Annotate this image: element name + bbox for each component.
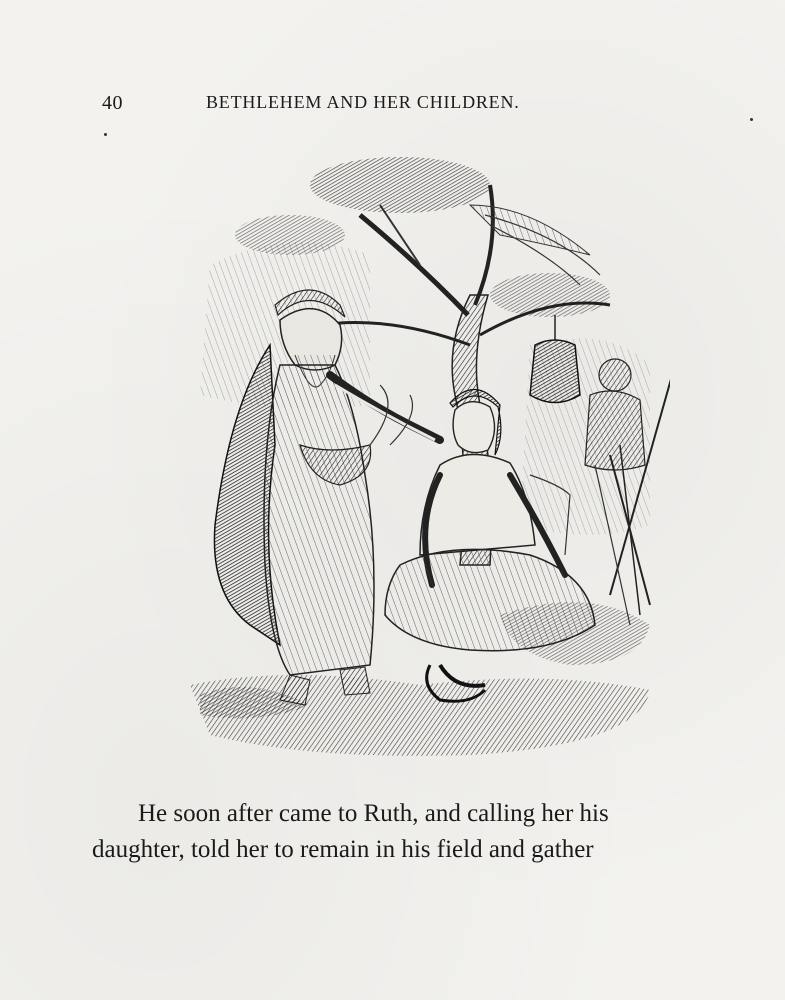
ink-speck — [750, 118, 753, 121]
caption-line-1: He soon after came to Ruth, and calling her his — [138, 800, 609, 827]
running-head — [102, 92, 642, 118]
page-number: 40 — [102, 92, 123, 114]
running-head-title: BETHLEHEM AND HER CHILDREN. — [206, 92, 520, 112]
caption-line-2: daughter, told her to remain in his field and gather — [92, 836, 594, 863]
caption-text — [92, 796, 732, 868]
hanging-water-jar — [530, 315, 580, 403]
engraving-illustration — [170, 145, 670, 770]
ink-speck — [104, 133, 107, 136]
